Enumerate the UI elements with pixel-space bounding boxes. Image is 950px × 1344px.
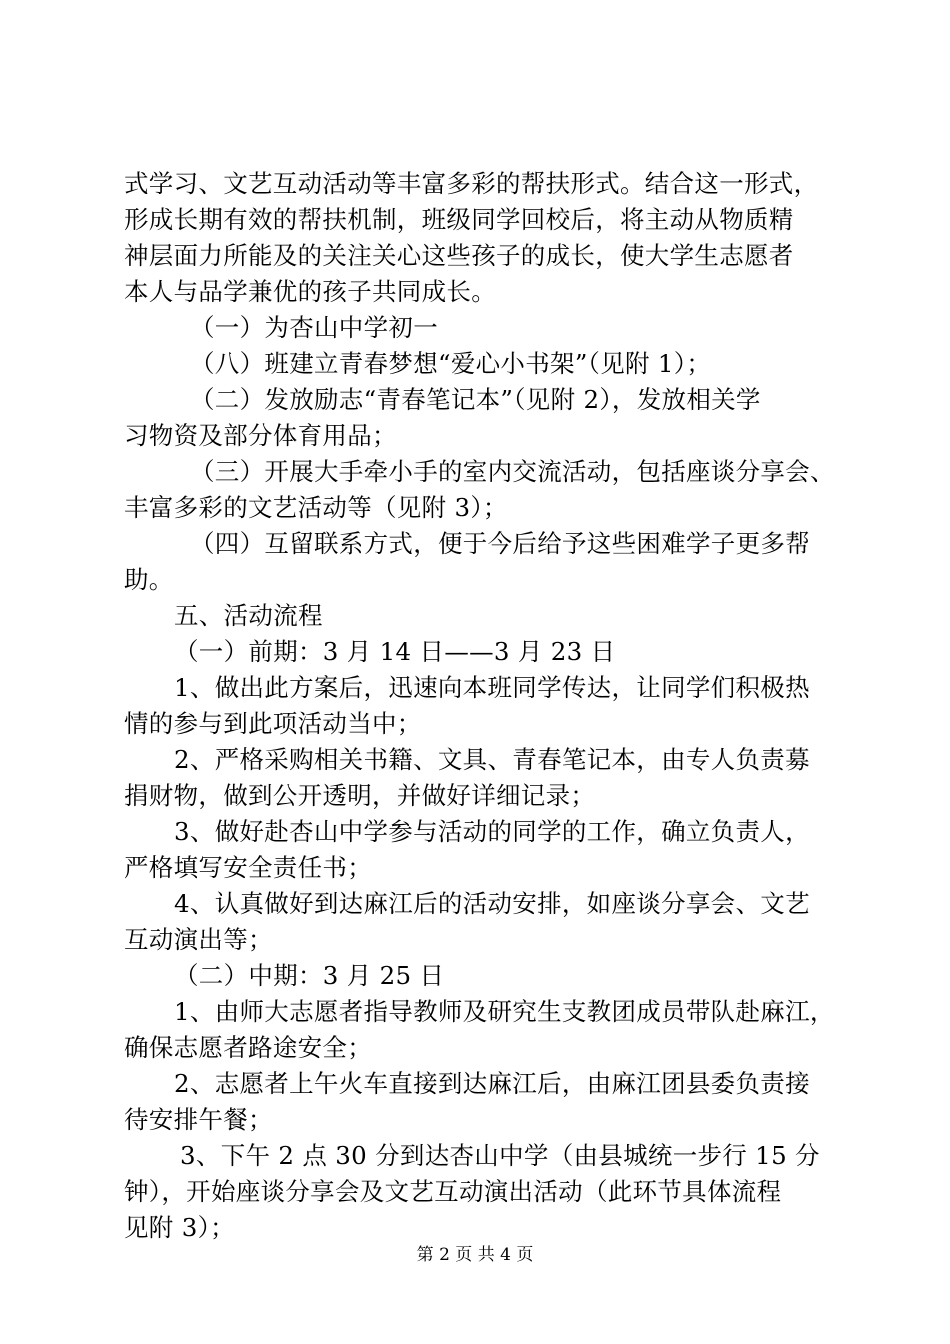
text-line: （四）互留联系方式，便于今后给予这些困难学子更多帮 xyxy=(190,529,810,558)
text-line: 情的参与到此项活动当中； xyxy=(124,709,422,738)
text-line: 捐财物，做到公开透明，并做好详细记录； xyxy=(124,781,596,810)
text-line: （八）班建立青春梦想“爱心小书架”（见附 1）； xyxy=(190,349,712,378)
text-line: 助。 xyxy=(124,565,174,594)
text-line: 神层面力所能及的关注关心这些孩子的成长，使大学生志愿者 xyxy=(124,241,794,270)
text-line: （一）为杏山中学初一 xyxy=(190,313,438,342)
text-line: 4、认真做好到达麻江后的活动安排，如座谈分享会、文艺 xyxy=(174,889,810,918)
text-line: 待安排午餐； xyxy=(124,1105,273,1134)
text-line: 丰富多彩的文艺活动等（见附 3）； xyxy=(124,493,508,522)
text-line: 3、做好赴杏山中学参与活动的同学的工作，确立负责人， xyxy=(174,817,810,846)
text-line: （二）发放励志“青春笔记本”（见附 2），发放相关学 xyxy=(190,385,761,414)
page-number-footer: 第 2 页 共 4 页 xyxy=(416,1245,534,1265)
text-line: 3、下午 2 点 30 分到达杏山中学（由县城统一步行 15 分 xyxy=(180,1141,820,1170)
text-line: 确保志愿者路途安全； xyxy=(124,1033,372,1062)
text-line: 1、由师大志愿者指导教师及研究生支教团成员带队赴麻江， xyxy=(174,997,835,1026)
text-line: 式学习、文艺互动活动等丰富多彩的帮扶形式。结合这一形式， xyxy=(124,169,819,198)
text-line: 互动演出等； xyxy=(124,925,273,954)
text-line: 见附 3）； xyxy=(124,1213,235,1242)
text-line: 形成长期有效的帮扶机制，班级同学回校后，将主动从物质精 xyxy=(124,205,794,234)
section-heading: 五、活动流程 xyxy=(174,601,323,630)
text-line: 1、做出此方案后，迅速向本班同学传达，让同学们积极热 xyxy=(174,673,810,702)
text-line: 习物资及部分体育用品； xyxy=(124,421,397,450)
text-line: （二）中期：3 月 25 日 xyxy=(174,961,445,990)
text-line: 本人与品学兼优的孩子共同成长。 xyxy=(124,277,496,306)
text-line: 严格填写安全责任书； xyxy=(124,853,372,882)
text-line: 2、志愿者上午火车直接到达麻江后，由麻江团县委负责接 xyxy=(174,1069,810,1098)
text-line: （一）前期：3 月 14 日——3 月 23 日 xyxy=(174,637,616,666)
text-line: 钟），开始座谈分享会及文艺互动演出活动（此环节具体流程 xyxy=(124,1177,782,1206)
text-line: 2、严格采购相关书籍、文具、青春笔记本，由专人负责募 xyxy=(174,745,810,774)
text-line: （三）开展大手牵小手的室内交流活动，包括座谈分享会、 xyxy=(190,457,835,486)
